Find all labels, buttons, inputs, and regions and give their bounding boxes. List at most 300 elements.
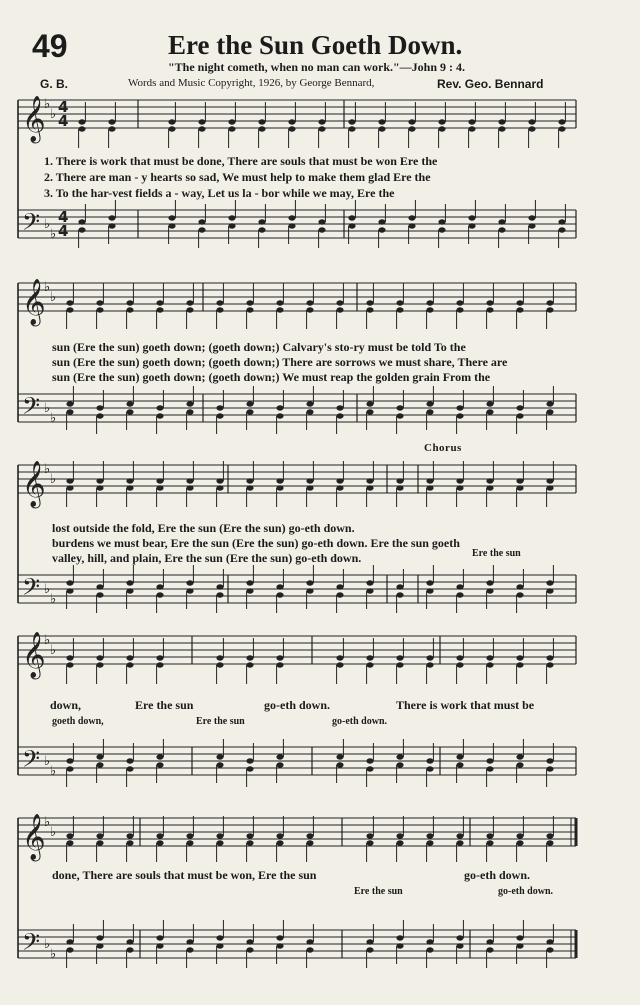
time-signature-digit: 4 [58,208,69,226]
notehead [78,227,85,232]
notehead [486,401,493,406]
notehead [126,947,133,952]
notehead [516,584,523,589]
final-lyric-goeth-down: go-eth down. [464,868,531,882]
notehead [546,580,553,585]
notehead [558,119,565,124]
notehead [546,478,553,483]
notehead [216,584,223,589]
notehead [78,219,85,224]
notehead [96,300,103,305]
chorus-lyric-goeth-down: go-eth down. [264,698,331,712]
notehead [336,405,343,410]
notehead [246,485,253,490]
notehead [216,655,223,660]
notehead [276,833,283,838]
notehead [276,307,283,312]
notehead [216,413,223,418]
notehead [396,592,403,597]
flat-icon: ♭ [44,937,51,952]
notehead [468,126,475,131]
notehead [276,478,283,483]
notehead [228,126,235,131]
notehead [66,840,73,845]
notehead [126,409,133,414]
notehead [426,401,433,406]
notehead [216,943,223,948]
notehead [396,762,403,767]
treble-clef-icon: 𝄞 [22,814,46,860]
notehead [186,307,193,312]
notehead [96,485,103,490]
notehead [558,227,565,232]
notehead [216,478,223,483]
notehead [426,939,433,944]
notehead [336,485,343,490]
notehead [156,943,163,948]
notehead [366,580,373,585]
verse2-line2: sun (Ere the sun) goeth down; (goeth down;) There are sorrows we must share, There are [52,355,508,369]
notehead [546,947,553,952]
notehead [456,935,463,940]
notehead [66,307,73,312]
verse2-line1: 2. There are man - y hearts so sad, We must help to make them glad Ere the [44,170,431,184]
notehead [198,227,205,232]
notehead [186,840,193,845]
notehead [498,227,505,232]
notehead [408,215,415,220]
notehead [96,754,103,759]
notehead [516,943,523,948]
notehead [396,754,403,759]
notehead [336,762,343,767]
bass-clef-icon: 𝄢 [22,208,41,241]
notehead [456,584,463,589]
verse3-line2: sun (Ere the sun) goeth down; (goeth down;) We must reap the golden grain From the [52,370,491,384]
treble-clef-icon: 𝄞 [22,461,46,507]
notehead [426,588,433,593]
notehead [276,300,283,305]
notehead [66,662,73,667]
notehead [456,478,463,483]
notehead [258,219,265,224]
notehead [438,119,445,124]
notehead [156,935,163,940]
notehead [348,215,355,220]
time-signature-digit: 4 [58,112,69,130]
notehead [66,478,73,483]
notehead [396,405,403,410]
composer-credit: Rev. Geo. Bennard [437,77,544,91]
notehead [306,401,313,406]
notehead [156,300,163,305]
notehead [246,939,253,944]
bass-clef-icon: 𝄢 [22,745,41,778]
bass-clef-icon: 𝄢 [22,573,41,606]
notehead [126,662,133,667]
notehead [306,300,313,305]
notehead [366,478,373,483]
notehead [288,126,295,131]
notehead [66,485,73,490]
notehead [156,655,163,660]
notehead [246,947,253,952]
notehead [306,485,313,490]
notehead [246,588,253,593]
notehead [366,588,373,593]
notehead [438,126,445,131]
notehead [336,592,343,597]
notehead [186,478,193,483]
notehead [426,662,433,667]
notehead [426,478,433,483]
notehead [546,300,553,305]
notehead [348,223,355,228]
notehead [306,580,313,585]
scripture-epigraph: "The night cometh, when no man can work."—John 9 : 4. [168,60,466,74]
bass-cue-goeth-down-3: go-eth down. [498,886,554,897]
notehead [486,478,493,483]
notehead [96,478,103,483]
flat-icon: ♭ [50,592,57,607]
notehead [456,300,463,305]
notehead [156,754,163,759]
notehead [516,754,523,759]
notehead [486,307,493,312]
notehead [396,943,403,948]
bass-cue-goeth-down-2: go-eth down. [332,716,388,727]
notehead [516,405,523,410]
flat-icon: ♭ [50,227,57,242]
notehead [516,478,523,483]
notehead [246,580,253,585]
notehead [216,762,223,767]
notehead [78,119,85,124]
notehead [486,580,493,585]
chorus-lyric-down: down, [50,698,82,712]
notehead [276,655,283,660]
notehead [246,655,253,660]
notehead [516,655,523,660]
hymn-number: 49 [32,28,68,64]
notehead [336,584,343,589]
notehead [156,592,163,597]
notehead [126,485,133,490]
notehead [66,300,73,305]
notehead [186,580,193,585]
notehead [318,219,325,224]
notehead [186,939,193,944]
notehead [108,223,115,228]
notehead [276,662,283,667]
notehead [546,833,553,838]
notehead [468,119,475,124]
notehead [456,943,463,948]
notehead [156,584,163,589]
notehead [378,119,385,124]
notehead [366,766,373,771]
notehead [66,655,73,660]
notehead [498,126,505,131]
notehead [216,307,223,312]
notehead [66,939,73,944]
notehead [396,413,403,418]
notehead [498,219,505,224]
notehead [546,939,553,944]
notehead [408,119,415,124]
notehead [216,754,223,759]
notehead [558,219,565,224]
notehead [516,762,523,767]
notehead [306,840,313,845]
notehead [108,215,115,220]
flat-icon: ♭ [50,643,57,658]
notehead [528,126,535,131]
notehead [96,935,103,940]
notehead [336,413,343,418]
bass-clef-icon: 𝄢 [22,392,41,425]
notehead [66,758,73,763]
notehead [276,405,283,410]
notehead [546,766,553,771]
notehead [426,833,433,838]
notehead [246,409,253,414]
notehead [66,409,73,414]
notehead [126,758,133,763]
notehead [378,219,385,224]
notehead [258,126,265,131]
notehead [126,580,133,585]
notehead [246,662,253,667]
verse1-line3: lost outside the fold, Ere the sun (Ere the sun) go-eth down. [52,521,355,535]
notehead [426,409,433,414]
notehead [486,655,493,660]
notehead [366,307,373,312]
notehead [186,947,193,952]
notehead [348,119,355,124]
notehead [558,126,565,131]
notehead [306,939,313,944]
notehead [426,655,433,660]
notehead [546,401,553,406]
notehead [426,766,433,771]
notehead [96,413,103,418]
notehead [186,300,193,305]
notehead [156,307,163,312]
notehead [216,662,223,667]
notehead [486,840,493,845]
notehead [366,758,373,763]
notehead [306,947,313,952]
notehead [306,409,313,414]
notehead [528,119,535,124]
notehead [318,119,325,124]
notehead [516,592,523,597]
notehead [366,485,373,490]
notehead [516,840,523,845]
notehead [96,592,103,597]
notehead [498,119,505,124]
chorus-label: Chorus [424,442,462,454]
notehead [426,758,433,763]
notehead [546,758,553,763]
flat-icon: ♭ [44,462,51,477]
notehead [528,223,535,228]
notehead [186,833,193,838]
notehead [378,227,385,232]
notehead [276,943,283,948]
notehead [528,215,535,220]
notehead [396,662,403,667]
notehead [546,840,553,845]
notehead [186,588,193,593]
flat-icon: ♭ [44,280,51,295]
time-signature-digit: 4 [58,98,69,116]
notehead [546,655,553,660]
copyright-notice: Words and Music Copyright, 1926, by George Bennard, [128,77,375,89]
notehead [126,840,133,845]
notehead [126,300,133,305]
notehead [396,300,403,305]
notehead [546,588,553,593]
notehead [276,592,283,597]
notehead [78,126,85,131]
notehead [468,223,475,228]
notehead [66,588,73,593]
notehead [276,754,283,759]
notehead [516,833,523,838]
notehead [486,300,493,305]
bass-cue-ere-the-sun: Ere the sun [472,548,521,559]
notehead [456,840,463,845]
notehead [186,401,193,406]
notehead [96,307,103,312]
notehead [156,485,163,490]
notehead [96,584,103,589]
notehead [408,223,415,228]
notehead [108,119,115,124]
notehead [216,935,223,940]
verse3-line1: 3. To the har-vest fields a - way, Let us la - bor while we may, Ere the [44,186,395,200]
notehead [126,766,133,771]
notehead [426,307,433,312]
notehead [456,413,463,418]
notehead [516,662,523,667]
notehead [396,584,403,589]
notehead [366,939,373,944]
notehead [396,478,403,483]
flat-icon: ♭ [44,754,51,769]
verse2-line3: burdens we must bear, Ere the sun (Ere the sun) go-eth down. Ere the sun goeth [52,536,460,550]
time-signature-digit: 4 [58,222,69,240]
notehead [438,227,445,232]
notehead [456,405,463,410]
notehead [246,758,253,763]
verse3-line3: valley, hill, and plain, Ere the sun (Ere the sun) go-eth down. [52,551,362,565]
notehead [66,833,73,838]
notehead [426,947,433,952]
flat-icon: ♭ [50,107,57,122]
notehead [366,840,373,845]
notehead [126,833,133,838]
flat-icon: ♭ [50,472,57,487]
notehead [216,833,223,838]
notehead [426,300,433,305]
notehead [426,840,433,845]
flat-icon: ♭ [44,815,51,830]
notehead [336,300,343,305]
notehead [216,840,223,845]
flat-icon: ♭ [44,582,51,597]
final-lyric-line: done, There are souls that must be won, Ere the sun [52,868,317,882]
notehead [378,126,385,131]
verse1-line1: 1. There is work that must be done, There are souls that must be won Ere the [44,154,438,168]
notehead [168,215,175,220]
treble-clef-icon: 𝄞 [22,96,46,142]
bass-cue-ere-the-sun-2: Ere the sun [196,716,245,727]
notehead [426,580,433,585]
notehead [126,655,133,660]
notehead [456,833,463,838]
notehead [186,409,193,414]
notehead [348,126,355,131]
notehead [486,766,493,771]
notehead [486,588,493,593]
notehead [276,584,283,589]
notehead [186,485,193,490]
notehead [516,485,523,490]
bass-clef-icon: 𝄢 [22,928,41,961]
notehead [126,939,133,944]
notehead [156,405,163,410]
notehead [66,580,73,585]
notehead [246,833,253,838]
notehead [276,840,283,845]
notehead [546,307,553,312]
notehead [396,840,403,845]
flat-icon: ♭ [44,401,51,416]
verse1-line2: sun (Ere the sun) goeth down; (goeth down;) Calvary's sto-ry must be told To the [52,340,466,354]
notehead [96,943,103,948]
treble-clef-icon: 𝄞 [22,279,46,325]
notehead [156,762,163,767]
notehead [306,588,313,593]
notehead [276,485,283,490]
notehead [366,947,373,952]
notehead [246,401,253,406]
notehead [168,223,175,228]
notehead [258,227,265,232]
flat-icon: ♭ [50,947,57,962]
notehead [486,485,493,490]
notehead [336,655,343,660]
notehead [546,409,553,414]
notehead [396,655,403,660]
notehead [486,947,493,952]
notehead [366,300,373,305]
notehead [198,119,205,124]
notehead [396,485,403,490]
notehead [216,405,223,410]
notehead [336,754,343,759]
notehead [126,401,133,406]
notehead [288,119,295,124]
notehead [216,485,223,490]
notehead [66,401,73,406]
notehead [366,833,373,838]
notehead [96,840,103,845]
flat-icon: ♭ [50,411,57,426]
